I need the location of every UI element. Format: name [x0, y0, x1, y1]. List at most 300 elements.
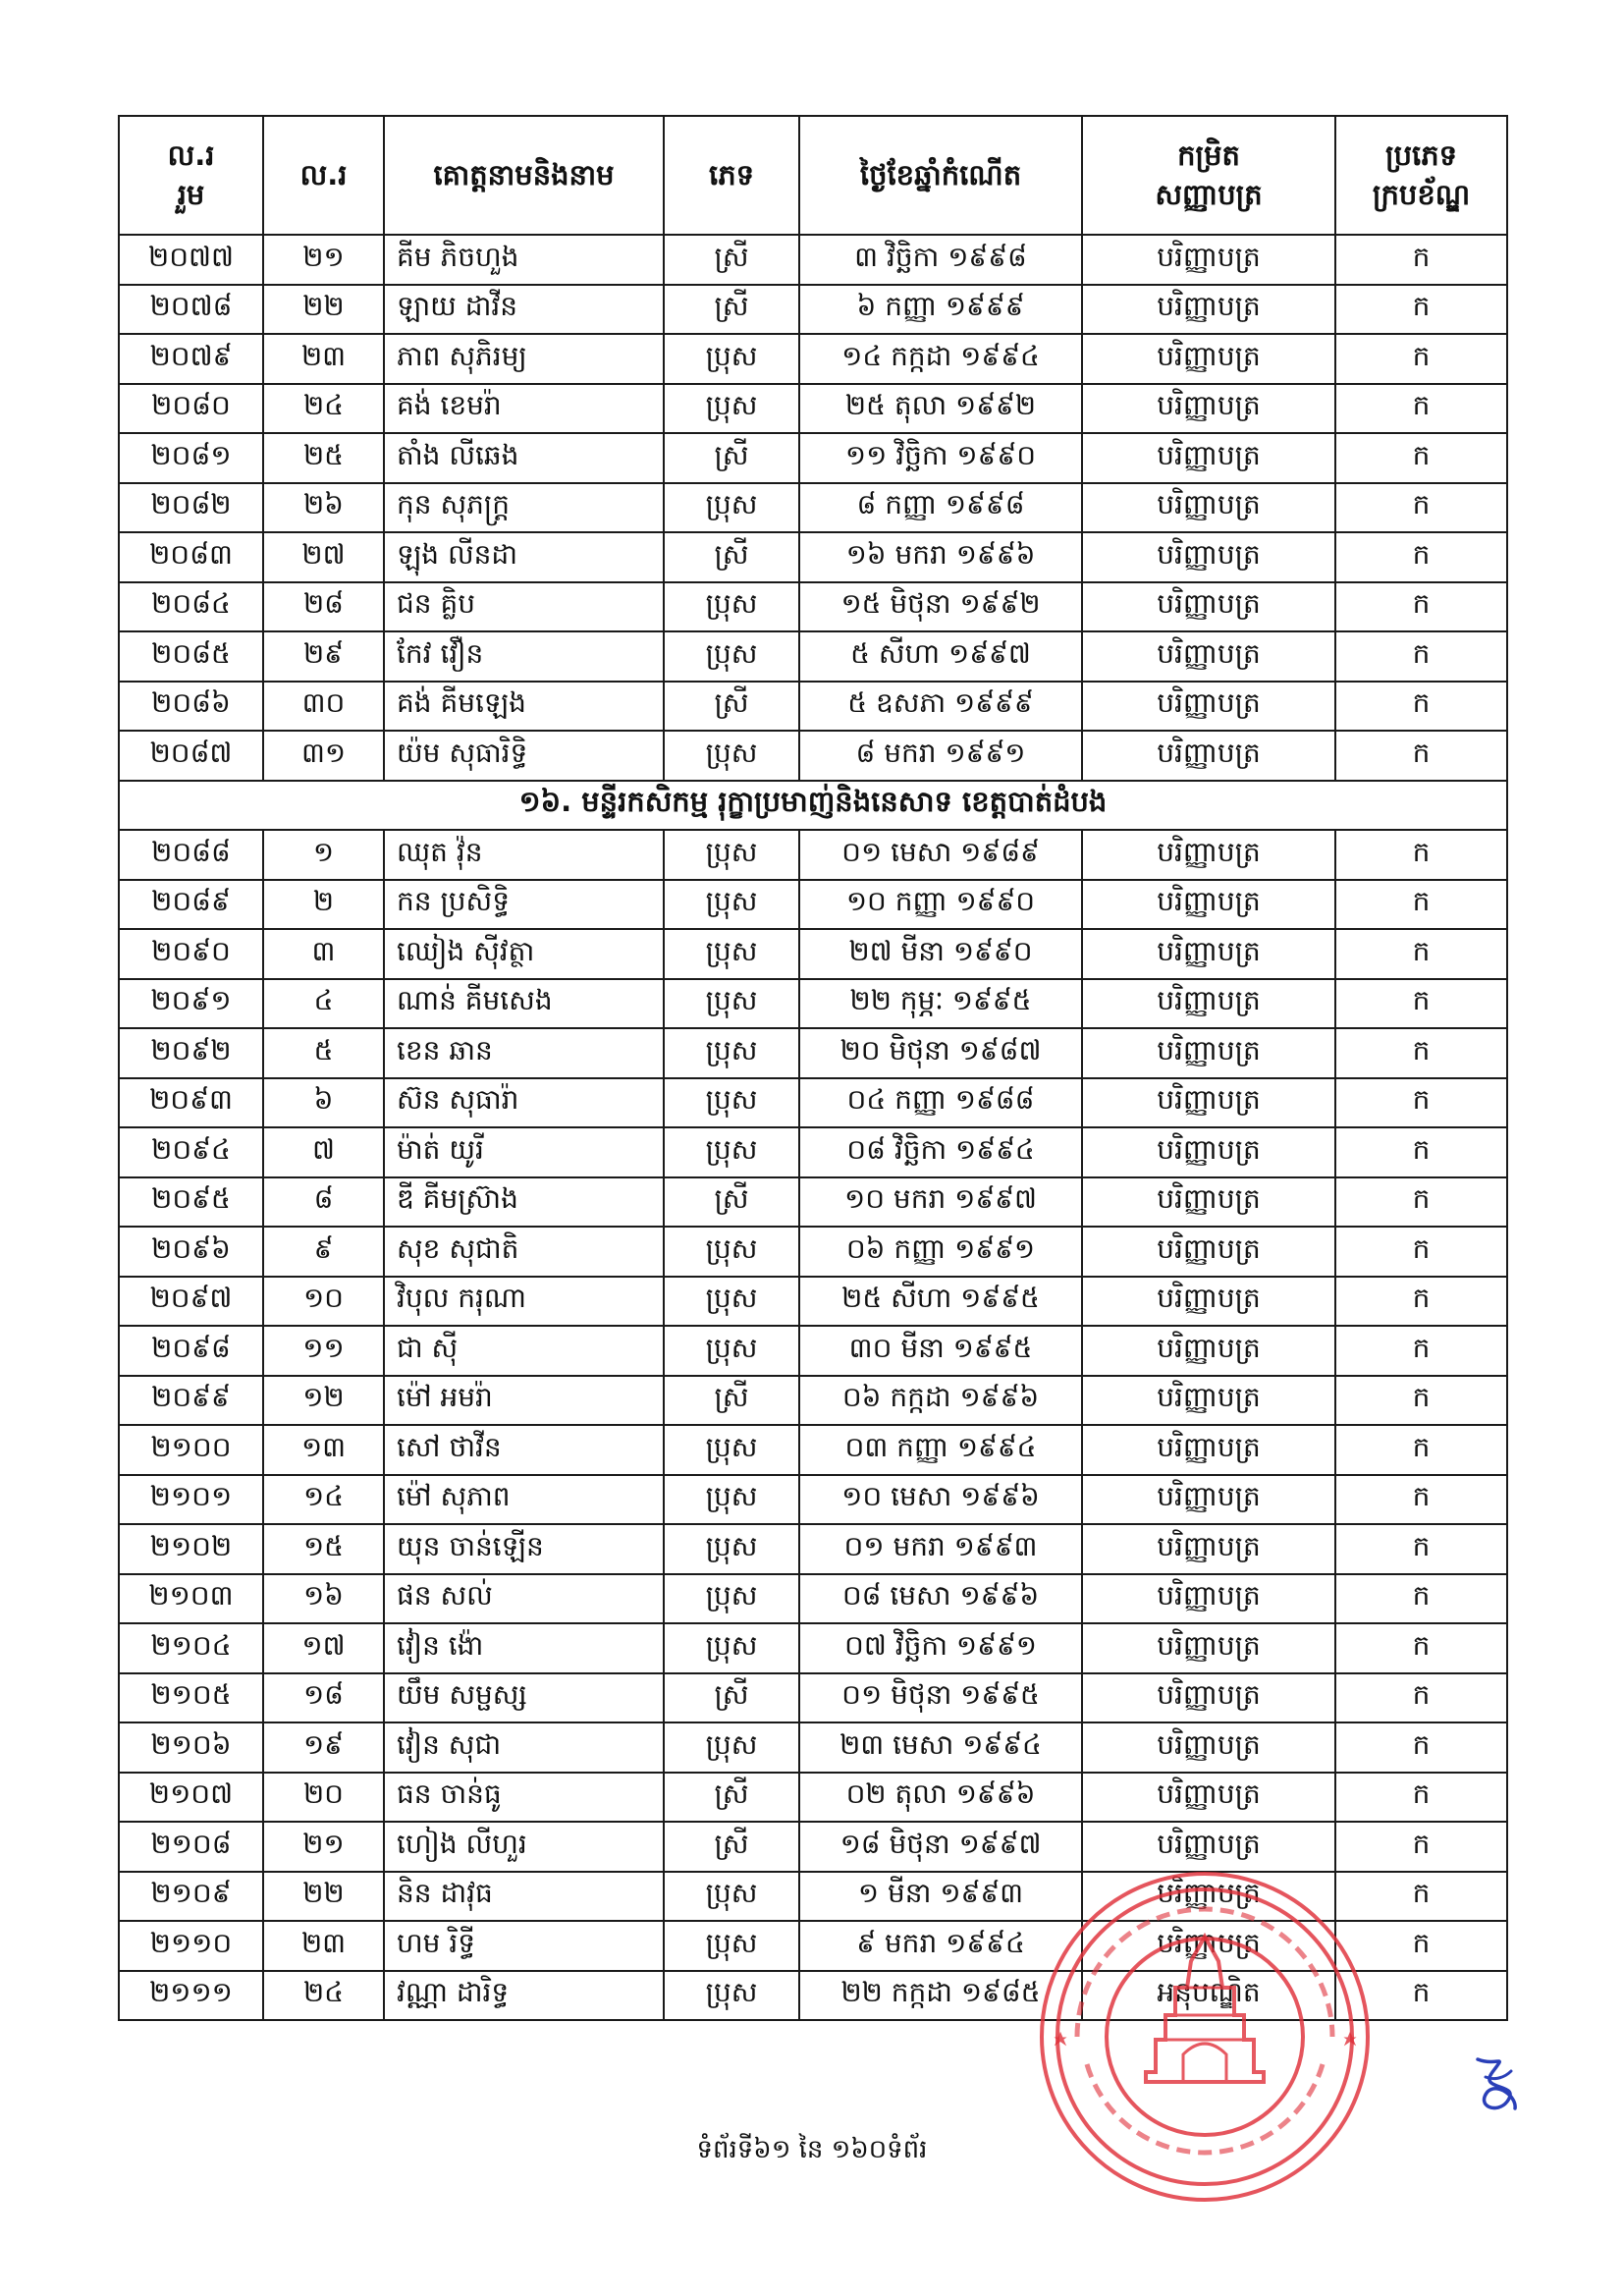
section-title: ១៦. មន្ទីរកសិកម្ម រុក្ខាប្រមាញ់និងនេសាទ ខេត្តបាត់ដំបង [119, 781, 1507, 831]
degree-level-cell: បរិញ្ញាបត្រ [1082, 582, 1335, 632]
date-of-birth-cell: ០២ តុលា ១៩៩៦ [799, 1773, 1082, 1823]
framework-category-cell: ក [1335, 1376, 1507, 1426]
gender-cell: ប្រុស [664, 1524, 799, 1574]
personnel-table [118, 115, 1508, 2021]
full-name-cell: តាំង លីឆេង [384, 433, 664, 483]
overall-number-cell: ២០៨៥ [119, 631, 263, 682]
section-number-cell: ២៩ [263, 631, 384, 682]
framework-category-cell: ក [1335, 929, 1507, 979]
overall-number-cell: ២០៨៩ [119, 880, 263, 930]
date-of-birth-cell: ២២ កក្កដា ១៩៨៥ [799, 1971, 1082, 2021]
table-row [119, 1227, 1507, 1277]
framework-category-cell: ក [1335, 1127, 1507, 1177]
framework-category-cell: ក [1335, 1872, 1507, 1922]
date-of-birth-cell: ៦ កញ្ញា ១៩៩៩ [799, 285, 1082, 335]
column-header-line: ល.រ [167, 138, 215, 173]
section-number-cell: ២២ [263, 1872, 384, 1922]
handwritten-signature [1468, 2048, 1527, 2116]
seal-rim-lettering [1077, 1909, 1332, 2153]
column-header [263, 116, 384, 235]
overall-number-cell: ២០៩០ [119, 929, 263, 979]
section-number-cell: ១២ [263, 1376, 384, 1426]
overall-number-cell: ២០៩៨ [119, 1326, 263, 1376]
table-row [119, 334, 1507, 384]
overall-number-cell: ២០៩៥ [119, 1177, 263, 1228]
table-row [119, 1822, 1507, 1872]
section-number-cell: ២៥ [263, 433, 384, 483]
section-number-cell: ១៤ [263, 1475, 384, 1525]
column-header-line: ប្រភេទ [1384, 138, 1458, 173]
framework-category-cell: ក [1335, 1425, 1507, 1475]
column-header [119, 116, 263, 235]
column-header-line: ថ្ងៃខែឆ្នាំកំណើត [859, 157, 1022, 191]
column-header-line: ភេទ [708, 157, 755, 191]
date-of-birth-cell: ២៥ តុលា ១៩៩២ [799, 384, 1082, 434]
table-row [119, 532, 1507, 582]
gender-cell: ប្រុស [664, 1722, 799, 1773]
overall-number-cell: ២០៨៨ [119, 830, 263, 880]
degree-level-cell: បរិញ្ញាបត្រ [1082, 631, 1335, 682]
gender-cell: ប្រុស [664, 929, 799, 979]
gender-cell: ស្រី [664, 1673, 799, 1723]
gender-cell: ប្រុស [664, 582, 799, 632]
full-name-cell: ម៉ៅ អមរ៉ា [384, 1376, 664, 1426]
gender-cell: ស្រី [664, 1177, 799, 1228]
section-header-row [119, 781, 1507, 831]
overall-number-cell: ២០៧៧ [119, 235, 263, 285]
overall-number-cell: ២១០៨ [119, 1822, 263, 1872]
section-number-cell: ២ [263, 880, 384, 930]
date-of-birth-cell: ៥ សីហា ១៩៩៧ [799, 631, 1082, 682]
overall-number-cell: ២០៨០ [119, 384, 263, 434]
gender-cell: ស្រី [664, 235, 799, 285]
full-name-cell: ផន សល់ [384, 1574, 664, 1624]
degree-level-cell: បរិញ្ញាបត្រ [1082, 1425, 1335, 1475]
date-of-birth-cell: ១៨ មិថុនា ១៩៩៧ [799, 1822, 1082, 1872]
framework-category-cell: ក [1335, 1673, 1507, 1723]
full-name-cell: ម៉ៅ សុភាព [384, 1475, 664, 1525]
date-of-birth-cell: ១៤ កក្កដា ១៩៩៤ [799, 334, 1082, 384]
full-name-cell: វណ្ណា ដារិទ្ធ [384, 1971, 664, 2021]
overall-number-cell: ២០៧៩ [119, 334, 263, 384]
overall-number-cell: ២១១១ [119, 1971, 263, 2021]
table-row [119, 1475, 1507, 1525]
degree-level-cell: បរិញ្ញាបត្រ [1082, 880, 1335, 930]
gender-cell: ប្រុស [664, 334, 799, 384]
section-number-cell: ៨ [263, 1177, 384, 1228]
date-of-birth-cell: ០៤ កញ្ញា ១៩៨៨ [799, 1078, 1082, 1128]
overall-number-cell: ២១០២ [119, 1524, 263, 1574]
degree-level-cell: បរិញ្ញាបត្រ [1082, 1822, 1335, 1872]
date-of-birth-cell: ០១ មេសា ១៩៨៩ [799, 830, 1082, 880]
date-of-birth-cell: ១១ វិច្ឆិកា ១៩៩០ [799, 433, 1082, 483]
date-of-birth-cell: ១៦ មករា ១៩៩៦ [799, 532, 1082, 582]
framework-category-cell: ក [1335, 1773, 1507, 1823]
date-of-birth-cell: ០៦ កញ្ញា ១៩៩១ [799, 1227, 1082, 1277]
section-number-cell: ៣ [263, 929, 384, 979]
degree-level-cell: បរិញ្ញាបត្រ [1082, 830, 1335, 880]
table-row [119, 285, 1507, 335]
degree-level-cell: បរិញ្ញាបត្រ [1082, 1277, 1335, 1327]
overall-number-cell: ២០៨១ [119, 433, 263, 483]
overall-number-cell: ២១០៧ [119, 1773, 263, 1823]
overall-number-cell: ២០៩១ [119, 979, 263, 1029]
personnel-list-sheet [118, 115, 1506, 2021]
full-name-cell: ហៀង លីហួរ [384, 1822, 664, 1872]
gender-cell: ប្រុស [664, 731, 799, 781]
overall-number-cell: ២០៩៣ [119, 1078, 263, 1128]
gender-cell: ប្រុស [664, 1971, 799, 2021]
table-row [119, 1524, 1507, 1574]
gender-cell: ប្រុស [664, 631, 799, 682]
date-of-birth-cell: ១០ មេសា ១៩៩៦ [799, 1475, 1082, 1525]
page-footer: ទំព័រទី៦១ នៃ ១៦០ទំព័រ [696, 2135, 928, 2164]
degree-level-cell: បរិញ្ញាបត្រ [1082, 1574, 1335, 1624]
table-row [119, 1425, 1507, 1475]
overall-number-cell: ២១១០ [119, 1921, 263, 1971]
full-name-cell: វៀន ង៉ោ [384, 1623, 664, 1673]
degree-level-cell: បរិញ្ញាបត្រ [1082, 1623, 1335, 1673]
gender-cell: ប្រុស [664, 1078, 799, 1128]
full-name-cell: ជន គ្លិប [384, 582, 664, 632]
degree-level-cell: បរិញ្ញាបត្រ [1082, 1326, 1335, 1376]
framework-category-cell: ក [1335, 1028, 1507, 1078]
full-name-cell: ឌី គីមស្រ៊ាង [384, 1177, 664, 1228]
degree-level-cell: បរិញ្ញាបត្រ [1082, 285, 1335, 335]
section-number-cell: ៧ [263, 1127, 384, 1177]
gender-cell: ប្រុស [664, 1475, 799, 1525]
framework-category-cell: ក [1335, 1971, 1507, 2021]
framework-category-cell: ក [1335, 235, 1507, 285]
table-header-row [119, 116, 1507, 235]
overall-number-cell: ២០៨៣ [119, 532, 263, 582]
section-number-cell: ៣០ [263, 682, 384, 732]
table-row [119, 979, 1507, 1029]
section-number-cell: ១៣ [263, 1425, 384, 1475]
gender-cell: ប្រុស [664, 483, 799, 533]
degree-level-cell: បរិញ្ញាបត្រ [1082, 1177, 1335, 1228]
column-header [1082, 116, 1335, 235]
degree-level-cell: បរិញ្ញាបត្រ [1082, 334, 1335, 384]
degree-level-cell: បរិញ្ញាបត្រ [1082, 1475, 1335, 1525]
column-header [664, 116, 799, 235]
column-header [1335, 116, 1507, 235]
section-number-cell: ២២ [263, 285, 384, 335]
framework-category-cell: ក [1335, 830, 1507, 880]
gender-cell: ប្រុស [664, 1326, 799, 1376]
degree-level-cell: បរិញ្ញាបត្រ [1082, 1921, 1335, 1971]
framework-category-cell: ក [1335, 1078, 1507, 1128]
framework-category-cell: ក [1335, 384, 1507, 434]
gender-cell: ប្រុស [664, 1921, 799, 1971]
table-row [119, 235, 1507, 285]
overall-number-cell: ២០៨៤ [119, 582, 263, 632]
date-of-birth-cell: ២២ កុម្ភៈ ១៩៩៥ [799, 979, 1082, 1029]
framework-category-cell: ក [1335, 1574, 1507, 1624]
column-header-line: គោត្តនាមនិងនាម [433, 157, 615, 191]
column-header [799, 116, 1082, 235]
gender-cell: ប្រុស [664, 1277, 799, 1327]
degree-level-cell: បរិញ្ញាបត្រ [1082, 1078, 1335, 1128]
section-number-cell: ២១ [263, 1822, 384, 1872]
full-name-cell: ឈៀង ស៊ីវត្ថា [384, 929, 664, 979]
section-number-cell: ៤ [263, 979, 384, 1029]
framework-category-cell: ក [1335, 1475, 1507, 1525]
overall-number-cell: ២១០៣ [119, 1574, 263, 1624]
gender-cell: ស្រី [664, 1822, 799, 1872]
table-row [119, 384, 1507, 434]
degree-level-cell: បរិញ្ញាបត្រ [1082, 384, 1335, 434]
table-row [119, 433, 1507, 483]
full-name-cell: ឡាយ ដាវីន [384, 285, 664, 335]
full-name-cell: ធន ចាន់ធូ [384, 1773, 664, 1823]
gender-cell: ស្រី [664, 285, 799, 335]
table-row [119, 1078, 1507, 1128]
degree-level-cell: បរិញ្ញាបត្រ [1082, 731, 1335, 781]
section-number-cell: ២៨ [263, 582, 384, 632]
full-name-cell: យ៉ម សុធារិទ្ធិ [384, 731, 664, 781]
date-of-birth-cell: ០៨ មេសា ១៩៩៦ [799, 1574, 1082, 1624]
full-name-cell: វៀន សុជា [384, 1722, 664, 1773]
framework-category-cell: ក [1335, 334, 1507, 384]
framework-category-cell: ក [1335, 285, 1507, 335]
date-of-birth-cell: ០១ មករា ១៩៩៣ [799, 1524, 1082, 1574]
section-number-cell: ២១ [263, 235, 384, 285]
overall-number-cell: ២០៨៦ [119, 682, 263, 732]
gender-cell: ប្រុស [664, 830, 799, 880]
full-name-cell: ហម រិទ្ធី [384, 1921, 664, 1971]
section-number-cell: ២៤ [263, 1971, 384, 2021]
full-name-cell: កែវ វឿន [384, 631, 664, 682]
degree-level-cell: បរិញ្ញាបត្រ [1082, 235, 1335, 285]
section-number-cell: ២៣ [263, 334, 384, 384]
date-of-birth-cell: ០៣ កញ្ញា ១៩៩៤ [799, 1425, 1082, 1475]
framework-category-cell: ក [1335, 631, 1507, 682]
table-row [119, 1127, 1507, 1177]
table-body [119, 235, 1507, 2020]
section-number-cell: ១៥ [263, 1524, 384, 1574]
full-name-cell: ម៉ាត់ យូរី [384, 1127, 664, 1177]
full-name-cell: ណាន់ គីមសេង [384, 979, 664, 1029]
full-name-cell: ភាព សុភិរម្យ [384, 334, 664, 384]
overall-number-cell: ២០៩៩ [119, 1376, 263, 1426]
date-of-birth-cell: ២៧ មីនា ១៩៩០ [799, 929, 1082, 979]
table-row [119, 1177, 1507, 1228]
full-name-cell: ជា ស៊ី [384, 1326, 664, 1376]
degree-level-cell: បរិញ្ញាបត្រ [1082, 979, 1335, 1029]
full-name-cell: យឹម សម្ផស្ស [384, 1673, 664, 1723]
overall-number-cell: ២០៩៧ [119, 1277, 263, 1327]
overall-number-cell: ២០៩៤ [119, 1127, 263, 1177]
full-name-cell: គង់ គីមឡេង [384, 682, 664, 732]
degree-level-cell: បរិញ្ញាបត្រ [1082, 1872, 1335, 1922]
table-row [119, 929, 1507, 979]
overall-number-cell: ២១០៥ [119, 1673, 263, 1723]
section-number-cell: ៦ [263, 1078, 384, 1128]
date-of-birth-cell: ០១ មិថុនា ១៩៩៥ [799, 1673, 1082, 1723]
column-header [384, 116, 664, 235]
overall-number-cell: ២០៩៦ [119, 1227, 263, 1277]
degree-level-cell: បរិញ្ញាបត្រ [1082, 1673, 1335, 1723]
date-of-birth-cell: ០៦ កក្កដា ១៩៩៦ [799, 1376, 1082, 1426]
table-row [119, 1722, 1507, 1773]
gender-cell: ប្រុស [664, 1872, 799, 1922]
framework-category-cell: ក [1335, 1326, 1507, 1376]
framework-category-cell: ក [1335, 1277, 1507, 1327]
section-number-cell: ២៦ [263, 483, 384, 533]
section-number-cell: ១៧ [263, 1623, 384, 1673]
full-name-cell: សៅ ថាវីន [384, 1425, 664, 1475]
table-row [119, 483, 1507, 533]
table-row [119, 731, 1507, 781]
gender-cell: ប្រុស [664, 1425, 799, 1475]
overall-number-cell: ២០៨២ [119, 483, 263, 533]
degree-level-cell: បរិញ្ញាបត្រ [1082, 1376, 1335, 1426]
overall-number-cell: ២១០០ [119, 1425, 263, 1475]
table-row [119, 1376, 1507, 1426]
degree-level-cell: បរិញ្ញាបត្រ [1082, 532, 1335, 582]
degree-level-cell: អនុបណ្ឌិត [1082, 1971, 1335, 2021]
framework-category-cell: ក [1335, 682, 1507, 732]
degree-level-cell: បរិញ្ញាបត្រ [1082, 682, 1335, 732]
framework-category-cell: ក [1335, 1227, 1507, 1277]
date-of-birth-cell: ២៥ សីហា ១៩៩៥ [799, 1277, 1082, 1327]
gender-cell: ប្រុស [664, 1127, 799, 1177]
table-row [119, 682, 1507, 732]
column-header-line: រួម [177, 177, 205, 211]
framework-category-cell: ក [1335, 1921, 1507, 1971]
date-of-birth-cell: ៣ វិច្ឆិកា ១៩៩៨ [799, 235, 1082, 285]
framework-category-cell: ក [1335, 731, 1507, 781]
degree-level-cell: បរិញ្ញាបត្រ [1082, 1524, 1335, 1574]
overall-number-cell: ២១០៤ [119, 1623, 263, 1673]
framework-category-cell: ក [1335, 979, 1507, 1029]
section-number-cell: ១០ [263, 1277, 384, 1327]
full-name-cell: កុន សុភក្រ្ត [384, 483, 664, 533]
section-number-cell: ៣១ [263, 731, 384, 781]
table-row [119, 1326, 1507, 1376]
degree-level-cell: បរិញ្ញាបត្រ [1082, 1127, 1335, 1177]
section-number-cell: ១ [263, 830, 384, 880]
table-row [119, 830, 1507, 880]
overall-number-cell: ២១០១ [119, 1475, 263, 1525]
table-row [119, 1623, 1507, 1673]
framework-category-cell: ក [1335, 1623, 1507, 1673]
full-name-cell: កន ប្រសិទ្ធិ [384, 880, 664, 930]
gender-cell: ប្រុស [664, 1574, 799, 1624]
section-number-cell: ១៦ [263, 1574, 384, 1624]
date-of-birth-cell: ១៥ មិថុនា ១៩៩២ [799, 582, 1082, 632]
framework-category-cell: ក [1335, 483, 1507, 533]
section-number-cell: ១១ [263, 1326, 384, 1376]
gender-cell: ស្រី [664, 433, 799, 483]
degree-level-cell: បរិញ្ញាបត្រ [1082, 483, 1335, 533]
overall-number-cell: ២១០៦ [119, 1722, 263, 1773]
full-name-cell: គង់ ខេមរ៉ា [384, 384, 664, 434]
date-of-birth-cell: ០៧ វិច្ឆិកា ១៩៩១ [799, 1623, 1082, 1673]
section-number-cell: ១៩ [263, 1722, 384, 1773]
gender-cell: ប្រុស [664, 979, 799, 1029]
gender-cell: ប្រុស [664, 880, 799, 930]
date-of-birth-cell: ២៣ មេសា ១៩៩៤ [799, 1722, 1082, 1773]
section-number-cell: ១៨ [263, 1673, 384, 1723]
section-number-cell: ៥ [263, 1028, 384, 1078]
framework-category-cell: ក [1335, 582, 1507, 632]
full-name-cell: សុខ សុជាតិ [384, 1227, 664, 1277]
full-name-cell: គីម ភិចហួង [384, 235, 664, 285]
full-name-cell: ឡុង លីនដា [384, 532, 664, 582]
full-name-cell: វិបុល ករុណា [384, 1277, 664, 1327]
date-of-birth-cell: ១០ មករា ១៩៩៧ [799, 1177, 1082, 1228]
date-of-birth-cell: ៨ កញ្ញា ១៩៩៨ [799, 483, 1082, 533]
date-of-birth-cell: ៥ ឧសភា ១៩៩៩ [799, 682, 1082, 732]
framework-category-cell: ក [1335, 1177, 1507, 1228]
column-header-line: សញ្ញាបត្រ [1155, 177, 1263, 211]
framework-category-cell: ក [1335, 532, 1507, 582]
table-row [119, 582, 1507, 632]
degree-level-cell: បរិញ្ញាបត្រ [1082, 1722, 1335, 1773]
full-name-cell: ខេន ឆាន [384, 1028, 664, 1078]
table-row [119, 1277, 1507, 1327]
framework-category-cell: ក [1335, 1524, 1507, 1574]
date-of-birth-cell: ០៨ វិច្ឆិកា ១៩៩៤ [799, 1127, 1082, 1177]
overall-number-cell: ២១០៩ [119, 1872, 263, 1922]
full-name-cell: និន ដាវុធ [384, 1872, 664, 1922]
date-of-birth-cell: ៨ មករា ១៩៩១ [799, 731, 1082, 781]
section-number-cell: ៩ [263, 1227, 384, 1277]
framework-category-cell: ក [1335, 433, 1507, 483]
degree-level-cell: បរិញ្ញាបត្រ [1082, 1773, 1335, 1823]
date-of-birth-cell: ២០ មិថុនា ១៩៨៧ [799, 1028, 1082, 1078]
table-row [119, 1028, 1507, 1078]
full-name-cell: យុន ចាន់ឡើន [384, 1524, 664, 1574]
overall-number-cell: ២០៧៨ [119, 285, 263, 335]
gender-cell: ស្រី [664, 532, 799, 582]
date-of-birth-cell: ១០ កញ្ញា ១៩៩០ [799, 880, 1082, 930]
section-number-cell: ២៣ [263, 1921, 384, 1971]
table-row [119, 1673, 1507, 1723]
gender-cell: ស្រី [664, 1376, 799, 1426]
table-row [119, 1574, 1507, 1624]
section-number-cell: ២៤ [263, 384, 384, 434]
section-number-cell: ២០ [263, 1773, 384, 1823]
column-header-line: កម្រិត [1177, 138, 1240, 173]
full-name-cell: ស៊ន សុធារ៉ា [384, 1078, 664, 1128]
degree-level-cell: បរិញ្ញាបត្រ [1082, 929, 1335, 979]
column-header-line: ល.រ [299, 157, 348, 191]
gender-cell: ស្រី [664, 682, 799, 732]
date-of-birth-cell: ៩ មករា ១៩៩៤ [799, 1921, 1082, 1971]
table-row [119, 631, 1507, 682]
degree-level-cell: បរិញ្ញាបត្រ [1082, 1227, 1335, 1277]
framework-category-cell: ក [1335, 1822, 1507, 1872]
gender-cell: ប្រុស [664, 1623, 799, 1673]
section-number-cell: ២៧ [263, 532, 384, 582]
overall-number-cell: ២០៨៧ [119, 731, 263, 781]
column-header-line: ក្របខ័ណ្ឌ [1372, 177, 1471, 211]
full-name-cell: ឈុត វ៉ុន [384, 830, 664, 880]
gender-cell: ប្រុស [664, 384, 799, 434]
framework-category-cell: ក [1335, 1722, 1507, 1773]
overall-number-cell: ២០៩២ [119, 1028, 263, 1078]
table-row [119, 880, 1507, 930]
gender-cell: ស្រី [664, 1773, 799, 1823]
degree-level-cell: បរិញ្ញាបត្រ [1082, 433, 1335, 483]
framework-category-cell: ក [1335, 880, 1507, 930]
gender-cell: ប្រុស [664, 1028, 799, 1078]
degree-level-cell: បរិញ្ញាបត្រ [1082, 1028, 1335, 1078]
gender-cell: ប្រុស [664, 1227, 799, 1277]
